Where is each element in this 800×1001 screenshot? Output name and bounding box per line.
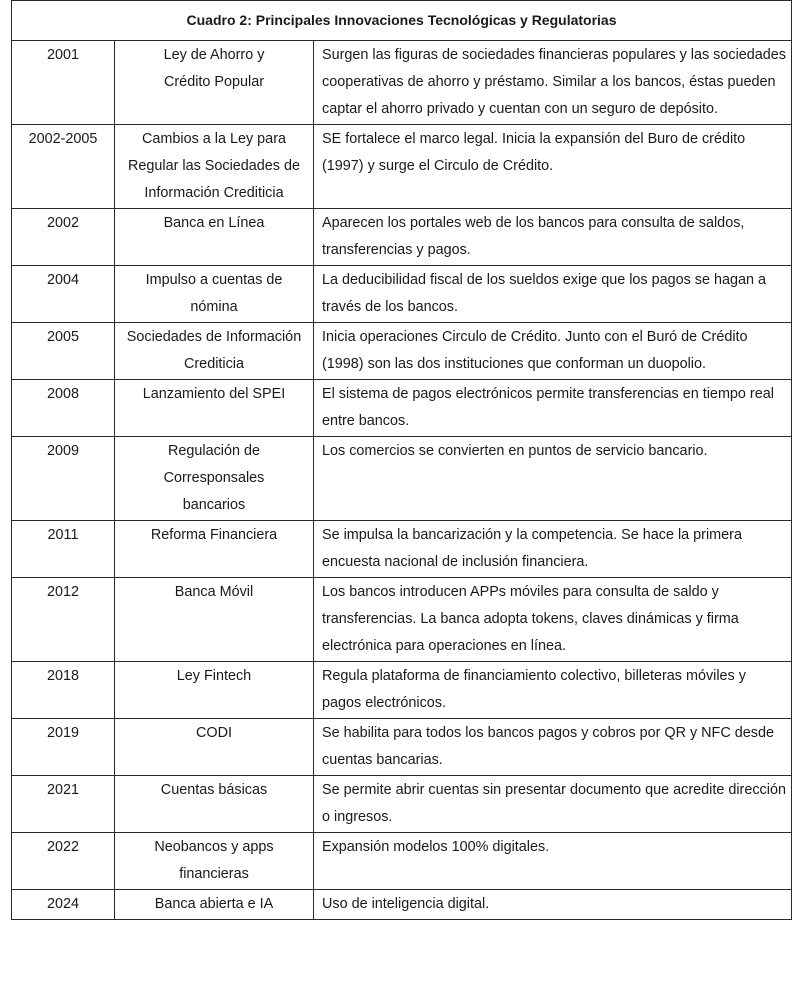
year-cell: 2012	[12, 578, 115, 662]
innovation-cell: Neobancos y apps financieras	[115, 833, 314, 890]
description-cell: Se habilita para todos los bancos pagos y cobros por QR y NFC desde cuentas bancarias.	[314, 719, 792, 776]
year-cell: 2009	[12, 437, 115, 521]
description-cell: Los bancos introducen APPs móviles para consulta de saldo y transferencias. La banca adopta tokens, claves dinámicas y firma electrónica para operaciones en línea.	[314, 578, 792, 662]
table-row	[12, 323, 792, 380]
table-row	[12, 41, 792, 125]
description-cell: Surgen las figuras de sociedades financieras populares y las sociedades cooperativas de ahorro y préstamo. Similar a los bancos, éstas pueden captar el ahorro privado y cuentan con un seguro de depósito.	[314, 41, 792, 125]
innovation-cell: Sociedades de Información Crediticia	[115, 323, 314, 380]
table-row	[12, 578, 792, 662]
year-cell: 2022	[12, 833, 115, 890]
year-text: 2002-2005	[28, 131, 98, 147]
year-cell: 2004	[12, 266, 115, 323]
table-row	[12, 662, 792, 719]
innovations-table-container	[11, 0, 791, 920]
innovation-cell: Reforma Financiera	[115, 521, 314, 578]
description-cell: Los comercios se convierten en puntos de servicio bancario.	[314, 437, 792, 521]
year-cell: 2018	[12, 662, 115, 719]
table-row	[12, 833, 792, 890]
description-cell: El sistema de pagos electrónicos permite transferencias en tiempo real entre bancos.	[314, 380, 792, 437]
description-cell: Aparecen los portales web de los bancos para consulta de saldos, transferencias y pagos.	[314, 209, 792, 266]
table-row	[12, 719, 792, 776]
year-cell: 2008	[12, 380, 115, 437]
innovation-cell: Banca en Línea	[115, 209, 314, 266]
table-title: Cuadro 2: Principales Innovaciones Tecnológicas y Regulatorias	[12, 1, 792, 41]
description-cell: Uso de inteligencia digital.	[314, 890, 792, 920]
innovation-cell: Banca abierta e IA	[115, 890, 314, 920]
table-row	[12, 380, 792, 437]
innovation-cell: Banca Móvil	[115, 578, 314, 662]
year-cell: 2024	[12, 890, 115, 920]
innovation-cell: Cuentas básicas	[115, 776, 314, 833]
description-cell: Se impulsa la bancarización y la competencia. Se hace la primera encuesta nacional de inclusión financiera.	[314, 521, 792, 578]
table-row	[12, 521, 792, 578]
innovation-cell: Regulación de Corresponsales bancarios	[115, 437, 314, 521]
year-cell: 2011	[12, 521, 115, 578]
year-cell: 2021	[12, 776, 115, 833]
year-cell: 2005	[12, 323, 115, 380]
innovation-cell: Ley de Ahorro y Crédito Popular	[115, 41, 314, 125]
description-cell: La deducibilidad fiscal de los sueldos exige que los pagos se hagan a través de los bancos.	[314, 266, 792, 323]
table-row	[12, 776, 792, 833]
innovation-cell: Impulso a cuentas de nómina	[115, 266, 314, 323]
innovation-cell: Lanzamiento del SPEI	[115, 380, 314, 437]
table-row	[12, 125, 792, 209]
description-cell: Inicia operaciones Circulo de Crédito. Junto con el Buró de Crédito (1998) son las dos instituciones que conforman un duopolio.	[314, 323, 792, 380]
description-cell: Regula plataforma de financiamiento colectivo, billeteras móviles y pagos electrónicos.	[314, 662, 792, 719]
table-row	[12, 266, 792, 323]
innovations-table	[11, 0, 792, 920]
table-row	[12, 209, 792, 266]
innovation-cell: Ley Fintech	[115, 662, 314, 719]
description-cell: Expansión modelos 100% digitales.	[314, 833, 792, 890]
innovation-cell: Cambios a la Ley para Regular las Sociedades de Información Crediticia	[115, 125, 314, 209]
innovation-cell: CODI	[115, 719, 314, 776]
description-cell: Se permite abrir cuentas sin presentar documento que acredite dirección o ingresos.	[314, 776, 792, 833]
year-cell: 2001	[12, 41, 115, 125]
table-title-row	[12, 1, 792, 41]
table-row	[12, 890, 792, 920]
year-cell: 2002	[12, 209, 115, 266]
year-cell	[12, 125, 115, 209]
year-cell: 2019	[12, 719, 115, 776]
description-cell: SE fortalece el marco legal. Inicia la expansión del Buro de crédito (1997) y surge el Circulo de Crédito.	[314, 125, 792, 209]
table-row	[12, 437, 792, 521]
